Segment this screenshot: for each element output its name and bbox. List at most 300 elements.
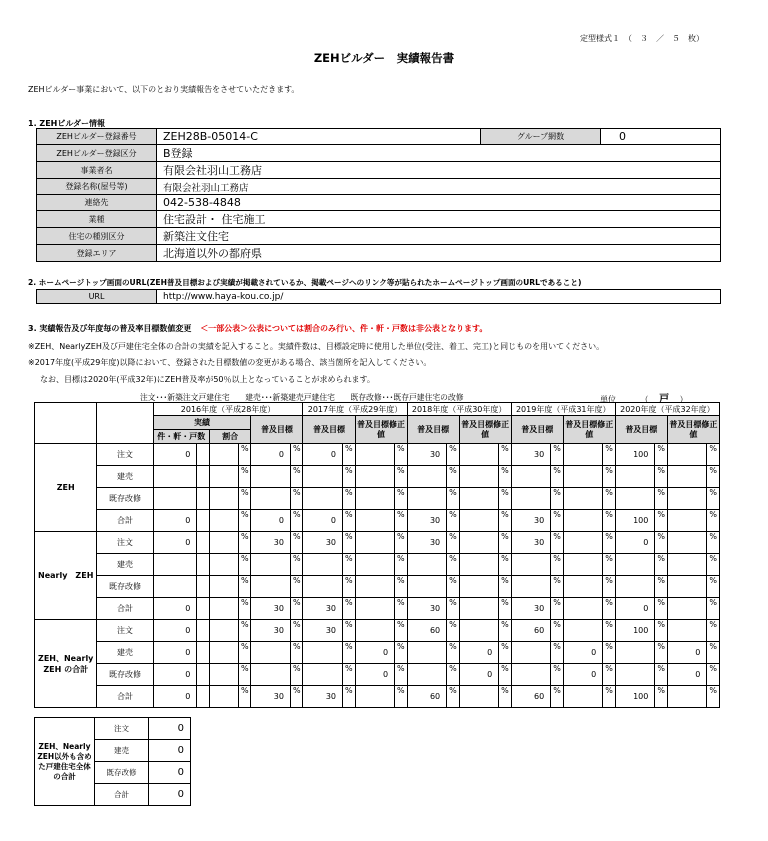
target-2019-header: 普及目標 [511,416,563,444]
revised-2020-cell: 0 [667,642,707,664]
actual-count-cell: 0 [153,598,197,620]
actual-count-cell: 0 [153,686,197,708]
percent-unit: % [655,642,667,664]
target-2020-cell [615,488,655,510]
target-2018-cell: 60 [407,686,447,708]
business-value: 住宅設計・ 住宅施工 [157,211,721,228]
target-2018-cell: 30 [407,444,447,466]
header-blank [35,403,97,444]
ratio-value-cell [209,444,238,466]
header-blank-2 [97,403,153,444]
actual-count-cell: 0 [153,664,197,686]
ratio-cell [197,532,209,554]
revised-2017-cell [355,686,395,708]
target-2018-cell: 30 [407,532,447,554]
revised-2018-cell [459,488,499,510]
revised-2019-cell [563,576,603,598]
group-count-value: 0 [601,129,721,145]
row-label: 建売 [97,554,153,576]
actual-count-cell [153,488,197,510]
group-label: ZEH、Nearly ZEH以外も含めた戸建住宅全体の合計 [35,718,95,806]
percent-unit: % [603,510,616,532]
target-2019-cell [511,488,551,510]
intro-text: ZEHビルダー事業において、以下のとおり実績報告をさせていただきます。 [28,85,300,94]
actual-count-cell: 0 [149,718,191,740]
percent-unit: % [343,686,355,708]
revised-2020-cell [667,532,707,554]
table-row [35,554,720,576]
revised-2017-cell [355,510,395,532]
table-row [35,576,720,598]
percent-unit: % [238,488,250,510]
table-row [35,598,720,620]
revised-2019-cell [563,510,603,532]
percent-unit: % [499,664,512,686]
housing-type-value: 新築注文住宅 [157,228,721,245]
table-row [35,620,720,642]
target-2020-cell: 0 [615,532,655,554]
year-2016-header: 2016年度（平成28年度） [153,403,303,416]
percent-unit: % [707,620,720,642]
housing-type-label: 住宅の種別区分 [37,228,157,245]
target-2017-cell: 30 [303,620,343,642]
table-row [35,444,720,466]
percent-unit: % [551,554,563,576]
percent-unit: % [290,620,303,642]
percent-unit: % [343,554,355,576]
percent-unit: % [290,576,303,598]
ratio-cell [197,576,209,598]
percent-unit: % [707,532,720,554]
percent-unit: % [395,576,408,598]
percent-unit: % [343,642,355,664]
percent-unit: % [447,686,459,708]
percent-unit: % [395,620,408,642]
target-2019-cell: 30 [511,510,551,532]
note-2: ※2017年度(平成29年度)以降において、登録された目標数値の変更がある場合、該当箇所を記入してください。 [28,358,432,367]
revised-2018-cell [459,598,499,620]
ratio-cell [197,554,209,576]
percent-unit: % [707,642,720,664]
table-row [35,488,720,510]
group-label: Nearly ZEH [35,532,97,620]
revised-2017-cell [355,620,395,642]
percent-unit: % [395,598,408,620]
percent-unit: % [655,444,667,466]
revised-2017-cell: 0 [355,642,395,664]
target-2016-cell [251,488,291,510]
total-housing-table [34,717,191,806]
revised-2019-header: 普及目標修正値 [563,416,615,444]
revised-2020-cell [667,620,707,642]
target-2017-header: 普及目標 [303,416,355,444]
actual-count-cell: 0 [153,620,197,642]
percent-unit: % [395,466,408,488]
operator-value: 有限会社羽山工務店 [157,162,721,179]
ratio-value-cell [209,532,238,554]
percent-unit: % [499,686,512,708]
percent-unit: % [499,554,512,576]
target-2017-cell: 0 [303,444,343,466]
target-2017-cell: 0 [303,510,343,532]
revised-2017-cell [355,444,395,466]
percent-unit: % [395,444,408,466]
target-2018-cell [407,664,447,686]
target-2019-cell [511,466,551,488]
target-2016-header: 普及目標 [251,416,303,444]
percent-unit: % [343,532,355,554]
percent-unit: % [290,532,303,554]
count-header: 件・軒・戸数 [153,430,209,444]
percent-unit: % [551,598,563,620]
row-label: 合計 [95,784,149,806]
percent-unit: % [238,598,250,620]
percent-unit: % [499,532,512,554]
ratio-value-cell [209,598,238,620]
percent-unit: % [551,686,563,708]
target-2016-cell: 30 [251,598,291,620]
percent-unit: % [655,488,667,510]
achievement-table [34,402,720,708]
percent-unit: % [447,664,459,686]
percent-unit: % [551,510,563,532]
percent-unit: % [551,664,563,686]
revised-2018-cell [459,466,499,488]
operator-label: 事業者名 [37,162,157,179]
revised-2017-cell [355,488,395,510]
ratio-cell [197,620,209,642]
percent-unit: % [238,686,250,708]
revised-2019-cell [563,686,603,708]
percent-unit: % [499,598,512,620]
revised-2020-cell [667,510,707,532]
revised-2019-cell [563,554,603,576]
revised-2017-cell: 0 [355,664,395,686]
percent-unit: % [655,510,667,532]
actual-header: 実績 [153,416,251,430]
revised-2017-cell [355,554,395,576]
target-2017-cell [303,664,343,686]
target-2017-cell [303,488,343,510]
percent-unit: % [603,686,616,708]
percent-unit: % [707,598,720,620]
percent-unit: % [707,554,720,576]
revised-2018-cell [459,532,499,554]
target-2020-cell: 100 [615,686,655,708]
percent-unit: % [395,686,408,708]
revised-2020-cell [667,598,707,620]
unit-indicator: 単位 （ 戸 ） [600,394,688,405]
actual-count-cell: 0 [153,444,197,466]
year-2018-header: 2018年度（平成30年度） [407,403,511,416]
target-2019-cell [511,554,551,576]
revised-2017-cell [355,532,395,554]
target-2016-cell [251,466,291,488]
target-2019-cell: 30 [511,444,551,466]
revised-2019-cell [563,620,603,642]
section1-heading: 1. ZEHビルダー情報 [28,119,106,128]
section3-title: 3. 実績報告及び年度毎の普及率目標数値変更 [28,324,192,333]
reg-no-value: ZEH28B-05014-C [157,129,481,145]
percent-unit: % [655,620,667,642]
percent-unit: % [447,466,459,488]
percent-unit: % [655,532,667,554]
percent-unit: % [238,664,250,686]
percent-unit: % [343,444,355,466]
target-2018-header: 普及目標 [407,416,459,444]
target-2020-cell [615,664,655,686]
ratio-value-cell [209,642,238,664]
percent-unit: % [290,554,303,576]
target-2016-cell [251,642,291,664]
percent-unit: % [290,444,303,466]
target-2016-cell [251,576,291,598]
target-2020-cell [615,642,655,664]
unit-label: 単位 [600,395,616,404]
target-2018-cell [407,466,447,488]
revised-2020-cell [667,686,707,708]
percent-unit: % [499,642,512,664]
percent-unit: % [707,576,720,598]
percent-unit: % [551,642,563,664]
percent-unit: % [551,576,563,598]
ratio-value-cell [209,576,238,598]
revised-2020-cell [667,444,707,466]
percent-unit: % [290,510,303,532]
row-label: 合計 [97,510,153,532]
row-label: 注文 [97,620,153,642]
revised-2018-cell [459,510,499,532]
target-2020-cell [615,554,655,576]
percent-unit: % [551,466,563,488]
row-label: 注文 [97,444,153,466]
target-2019-cell: 30 [511,532,551,554]
percent-unit: % [290,664,303,686]
target-2019-cell [511,664,551,686]
revised-2017-cell [355,466,395,488]
percent-unit: % [343,620,355,642]
percent-unit: % [238,510,250,532]
reg-no-label: ZEHビルダー登録番号 [37,129,157,145]
revised-2019-cell [563,532,603,554]
page-title: ZEHビルダー 実績報告書 [313,51,455,65]
percent-unit: % [603,554,616,576]
ratio-cell [197,488,209,510]
ratio-header: 割合 [209,430,251,444]
revised-2018-cell [459,554,499,576]
revised-2019-cell: 0 [563,664,603,686]
target-2020-cell: 100 [615,620,655,642]
contact-label: 連絡先 [37,195,157,211]
percent-unit: % [395,664,408,686]
reg-class-value: B登録 [157,145,721,162]
target-2018-cell [407,554,447,576]
revised-2018-cell [459,576,499,598]
target-2020-header: 普及目標 [615,416,667,444]
row-label: 既存改修 [97,488,153,510]
section3-heading [28,323,487,334]
revised-2020-cell [667,488,707,510]
revised-2019-cell [563,466,603,488]
percent-unit: % [395,554,408,576]
target-2020-cell: 100 [615,444,655,466]
percent-unit: % [395,488,408,510]
actual-count-cell [153,554,197,576]
percent-unit: % [238,642,250,664]
year-2019-header: 2019年度（平成31年度） [511,403,615,416]
revised-2020-cell: 0 [667,664,707,686]
percent-unit: % [447,532,459,554]
percent-unit: % [603,576,616,598]
percent-unit: % [655,554,667,576]
reg-class-label: ZEHビルダー登録区分 [37,145,157,162]
ratio-value-cell [209,686,238,708]
ratio-cell [197,642,209,664]
target-2018-cell: 30 [407,510,447,532]
revised-2019-cell [563,598,603,620]
table-row [35,642,720,664]
target-2020-cell [615,466,655,488]
target-2018-cell [407,488,447,510]
ratio-cell [197,444,209,466]
target-2019-cell [511,642,551,664]
row-label: 既存改修 [97,664,153,686]
actual-count-cell [153,576,197,598]
target-2018-cell: 30 [407,598,447,620]
group-count-label: グループ網数 [481,129,601,145]
percent-unit: % [603,620,616,642]
percent-unit: % [603,598,616,620]
percent-unit: % [447,620,459,642]
percent-unit: % [343,488,355,510]
target-2016-cell: 0 [251,444,291,466]
target-2019-cell: 60 [511,620,551,642]
target-2020-cell: 100 [615,510,655,532]
target-2016-cell [251,554,291,576]
target-2020-cell: 0 [615,598,655,620]
percent-unit: % [603,664,616,686]
actual-count-cell: 0 [149,784,191,806]
percent-unit: % [343,664,355,686]
target-2016-cell: 30 [251,532,291,554]
percent-unit: % [238,554,250,576]
revised-2017-cell [355,598,395,620]
percent-unit: % [551,532,563,554]
revised-2020-cell [667,576,707,598]
percent-unit: % [238,444,250,466]
target-2017-cell [303,642,343,664]
target-2019-cell [511,576,551,598]
revised-2019-cell [563,444,603,466]
actual-count-cell: 0 [149,762,191,784]
revised-2018-cell: 0 [459,664,499,686]
category-legend: 注文･･･新築注文戸建住宅 建売･･･新築建売戸建住宅 既存改修･･･既存戸建住宅の改修 [140,393,464,402]
percent-unit: % [603,642,616,664]
target-2020-cell [615,576,655,598]
percent-unit: % [447,554,459,576]
form-number: 定型様式１ （ ３ ／ ５ 枚） [580,34,704,43]
percent-unit: % [499,576,512,598]
group-label: ZEH、Nearly ZEH の合計 [35,620,97,708]
row-label: 既存改修 [97,576,153,598]
percent-unit: % [447,510,459,532]
percent-unit: % [603,466,616,488]
percent-unit: % [603,488,616,510]
percent-unit: % [290,642,303,664]
percent-unit: % [707,664,720,686]
target-2018-cell [407,576,447,598]
percent-unit: % [551,444,563,466]
percent-unit: % [447,444,459,466]
percent-unit: % [707,686,720,708]
percent-unit: % [238,532,250,554]
reg-name-label: 登録名称(屋号等) [37,179,157,195]
target-2016-cell: 0 [251,510,291,532]
percent-unit: % [290,598,303,620]
row-label: 既存改修 [95,762,149,784]
row-label: 建売 [97,642,153,664]
actual-count-cell: 0 [153,532,197,554]
table-row [35,466,720,488]
percent-unit: % [499,444,512,466]
row-label: 注文 [95,718,149,740]
percent-unit: % [343,466,355,488]
revised-2017-header: 普及目標修正値 [355,416,407,444]
ratio-value-cell [209,554,238,576]
revised-2019-cell [563,488,603,510]
percent-unit: % [290,466,303,488]
table-row [35,532,720,554]
url-label: URL [37,290,157,304]
percent-unit: % [343,576,355,598]
reg-name-value: 有限会社羽山工務店 [157,179,721,195]
percent-unit: % [499,620,512,642]
ratio-cell [197,686,209,708]
percent-unit: % [447,642,459,664]
revised-2018-cell [459,620,499,642]
target-2016-cell: 30 [251,686,291,708]
area-value: 北海道以外の都府県 [157,245,721,262]
ratio-value-cell [209,620,238,642]
percent-unit: % [707,444,720,466]
area-label: 登録エリア [37,245,157,262]
year-2017-header: 2017年度（平成29年度） [303,403,407,416]
revised-2017-cell [355,576,395,598]
percent-unit: % [447,598,459,620]
revised-2020-cell [667,466,707,488]
percent-unit: % [238,466,250,488]
section2-heading: 2. ホームページトップ画面のURL(ZEH普及目標および実績が掲載されているか、掲載ページへのリンク等が貼られたホームページトップ画面のURLであること) [28,278,582,287]
percent-unit: % [499,488,512,510]
url-table [36,289,721,304]
ratio-cell [197,510,209,532]
target-2016-cell [251,664,291,686]
revised-2018-cell [459,444,499,466]
target-2016-cell: 30 [251,620,291,642]
percent-unit: % [238,576,250,598]
percent-unit: % [290,686,303,708]
revised-2020-header: 普及目標修正値 [667,416,719,444]
row-label: 建売 [97,466,153,488]
ratio-cell [197,598,209,620]
revised-2019-cell: 0 [563,642,603,664]
percent-unit: % [395,510,408,532]
url-value: http://www.haya-kou.co.jp/ [157,290,721,304]
row-label: 建売 [95,740,149,762]
ratio-value-cell [209,510,238,532]
percent-unit: % [499,466,512,488]
target-2019-cell: 30 [511,598,551,620]
